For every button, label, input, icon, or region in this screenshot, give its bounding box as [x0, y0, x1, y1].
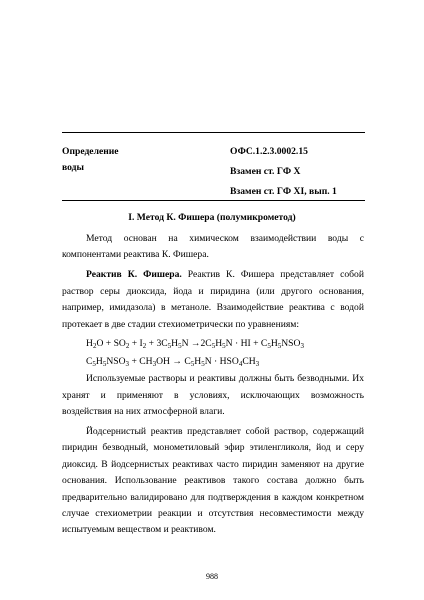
reagent-description: Реактив К. Фишера представляет собой раствор серы диоксида, йода и пиридина (или другого основания, например, имидазола) в метаноле. Взаимодействие реактива с водой протекает в две стадии стехиометрически по уравнениям:	[62, 269, 364, 330]
paragraph-iodosulfur-reagent: Йодсернистый реактив представляет собой раствор, содержащий пиридин безводный, монометиловый эфир этиленгликоля, йод и серу диоксид. В йодсернистых реактивах часто пиридин заменяют на другие основания. Использование реактивов такого состава должно быть предварительно валидировано для подтверждения в каждом конкретном случае стехиометрии реакции и отсутствия несовместимости между испытуемым веществом и реактивом.	[62, 425, 364, 536]
header-title-line1: Определение	[62, 146, 119, 157]
header-title-line2: воды	[62, 162, 84, 173]
monograph-code: ОФС.1.2.3.0002.15	[230, 146, 308, 157]
section-title: I. Метод К. Фишера (полумикрометод)	[128, 212, 296, 223]
header-right-block	[230, 144, 337, 204]
equation-1: $H_2O + SO_2 + I_2 + 3C_5H_5N \to 2C_5H_5N$ · HI + $C_5H_5NSO_3$	[86, 338, 304, 351]
header-top-rule	[62, 132, 365, 133]
page-number: 988	[206, 572, 218, 581]
replaces-line-1: Взамен ст. ГФ X	[230, 166, 301, 177]
header-left-block	[62, 144, 119, 176]
paragraph-reagent	[62, 267, 364, 333]
equation-2: $C_5H_5NSO_3 + CH_3OH \to C_5H_5N \cdot HSO_4CH_3$	[86, 355, 260, 368]
header-bottom-rule	[62, 200, 365, 201]
paragraph-anhydrous: Используемые растворы и реактивы должны быть безводными. Их хранят и применяют в условиях, исключающих возможность воздействия на них атмосферной влаги.	[62, 373, 364, 418]
body-text	[62, 231, 364, 542]
replaces-line-2: Взамен ст. ГФ XI, вып. 1	[230, 186, 337, 197]
reagent-heading: Реактив К. Фишера.	[86, 269, 182, 281]
paragraph-method-basis: Метод основан на химическом взаимодействии воды с компонентами реактива К. Фишера.	[62, 233, 364, 261]
